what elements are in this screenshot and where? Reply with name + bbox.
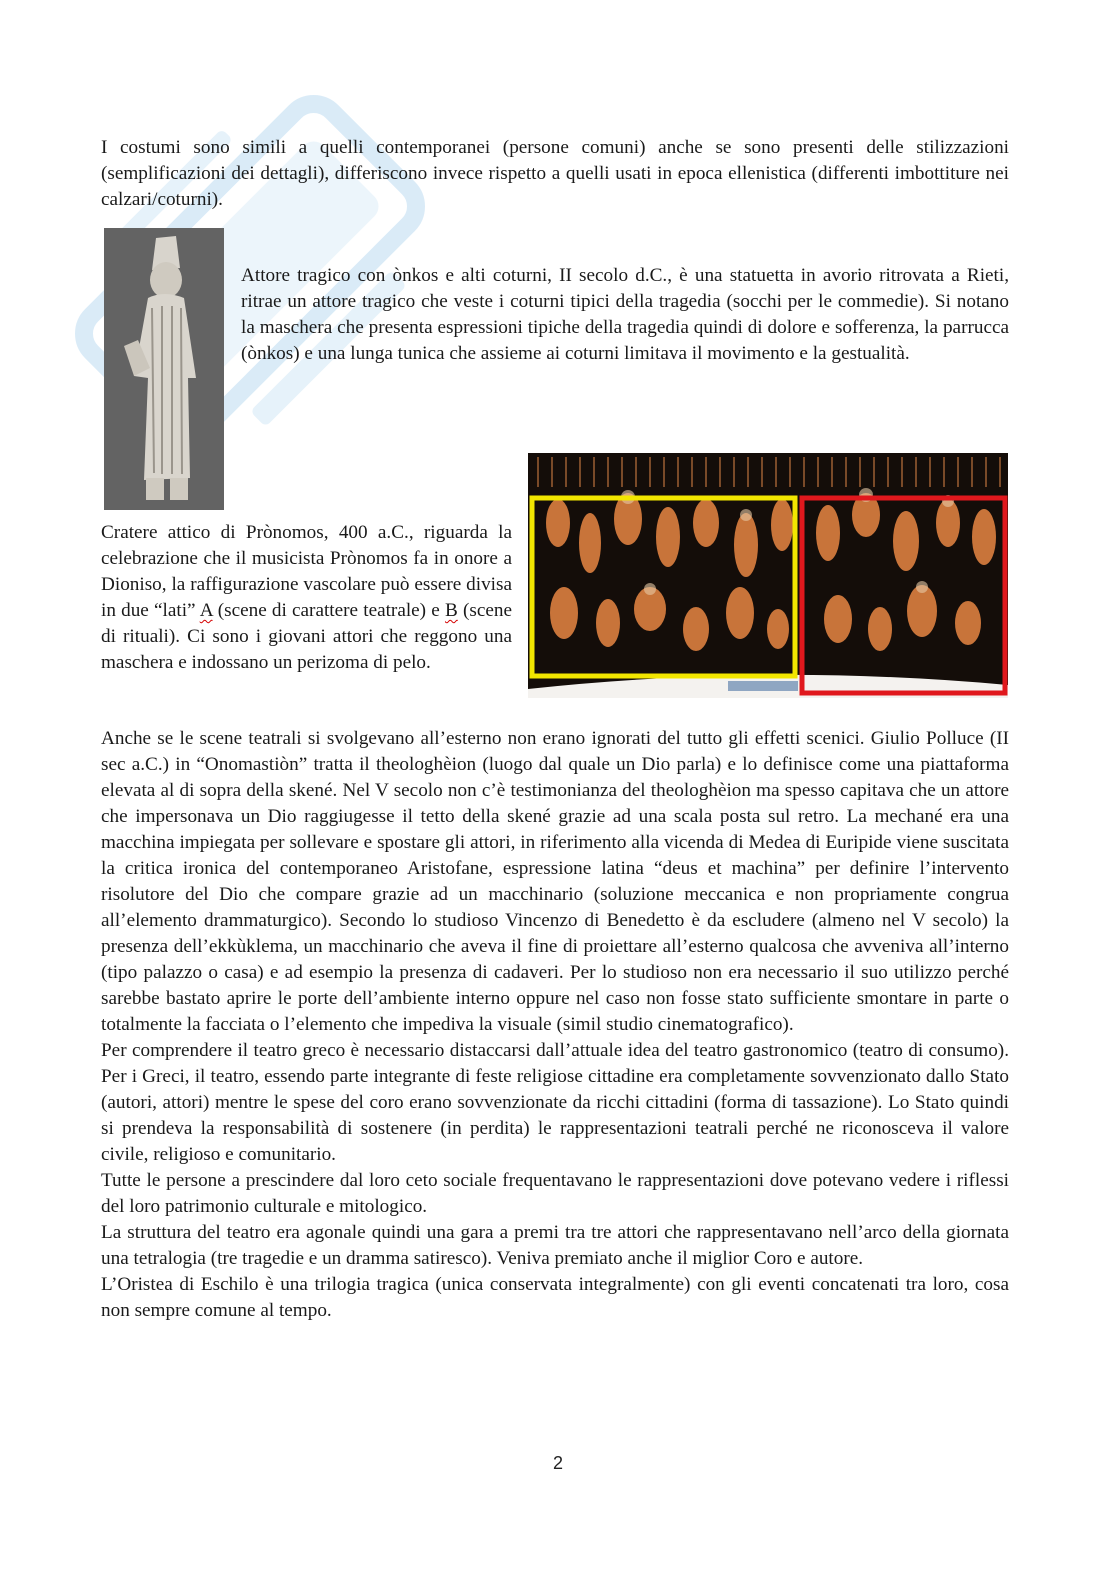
paragraph-oresteia: L’Oristea di Eschilo è una trilogia tragica (unica conservata integralmente) con gli eventi concatenati tra loro, cosa non sempre comune al tempo.	[101, 1274, 1009, 1321]
label-a: A	[199, 600, 213, 621]
paragraph-scenic-effects: Anche se le scene teatrali si svolgevano all’esterno non erano ignorati del tutto gli effetti scenici. Giulio Polluce (II sec a.C.) in “Onomastiòn” tratta il theologhèion (luogo dal quale un Dio parla) e lo definisce come una piattaforma elevata al di sopra della skené. Nel V secolo non c’è testimonianza del theologhèion ma spesso capitava che un attore che impersonava un Dio raggiugesse il tetto della skené grazie ad una scala posta sul retro. La mechané era una macchina impiegata per sollevare e spostare gli attori, in riferimento alla vicenda di Medea di Euripide viene suscitata la critica ironica del contemporaneo Aristofane, espressione latina “deus et machina” per definire l’intervento risolutore del Dio che compare grazie ad un macchinario (soluzione meccanica e non propriamente congrua all’elemento drammaturgico). Secondo lo studioso Vincenzo di Benedetto è da escludere (almeno nel V secolo) la presenza dell’ekkùklema, un macchinario che aveva il fine di proiettare all’esterno qualcosa che avveniva all’interno (tipo palazzo o casa) e ad esempio la presenza di cadaveri. Per lo studioso non era necessario il suo utilizzo perché sarebbe bastato aprire le porte dell’ambiente interno oppure nel caso non fosse stato sufficiente smontare in parte o totalmente la facciata o l’elemento che impediva la visuale (simil studio cinematografico).	[101, 728, 1009, 1035]
cratere-text-1: Cratere attico di Prònomos, 400 a.C., riguarda la celebrazione che il musicista Prònomos fa in onore a Dioniso, la raffigurazione vascolare può essere divisa in due “lati”	[101, 522, 512, 621]
label-b: B	[444, 600, 458, 621]
paragraph-cratere	[101, 520, 512, 676]
vase-image	[528, 453, 1008, 698]
paragraph-intro: I costumi sono simili a quelli contemporanei (persone comuni) anche se sono presenti delle stilizzazioni (semplificazioni dei dettagli), differiscono invece rispetto a quelli usati in epoca ellenistica (differenti imbottiture nei calzari/coturni).	[101, 137, 1009, 210]
statuette-image	[104, 228, 224, 510]
paragraph-state-funding: Per comprendere il teatro greco è necessario distaccarsi dall’attuale idea del teatro gastronomico (teatro di consumo). Per i Greci, il teatro, essendo parte integrante di feste religiose cittadine era completamente sovvenzionato dallo Stato (autori, attori) mentre le spese del coro erano sovvenzionate da ricchi cittadini (forma di tassazione). Lo Stato quindi si prendeva la responsabilità di sostenere (in perdita) le rappresentazioni teatrali perché ne riconosceva il valore civile, religioso e comunitario.	[101, 1040, 1009, 1165]
paragraph-contest: La struttura del teatro era agonale quindi una gara a premi tra tre attori che rappresentavano nell’arco della giornata una tetralogia (tre tragedie e un dramma satiresco). Veniva premiato anche il miglior Coro e autore.	[101, 1222, 1009, 1269]
page-number: 2	[552, 1453, 563, 1473]
body-text	[101, 726, 1009, 1324]
cratere-text-2: (scene di carattere teatrale) e	[212, 600, 445, 621]
cratere-text-3: (scene di rituali). Ci sono i giovani attori che reggono una maschera e indossano un perizoma di pelo.	[101, 600, 512, 673]
paragraph-audience: Tutte le persone a prescindere dal loro ceto sociale frequentavano le rappresentazioni dove potevano vedere i riflessi del loro patrimonio culturale e mitologico.	[101, 1170, 1009, 1217]
paragraph-statuette-caption: Attore tragico con ònkos e alti coturni, II secolo d.C., è una statuetta in avorio ritrovata a Rieti, ritrae un attore tragico che veste i coturni tipici della tragedia (socchi per le commedie). Si notano la maschera che presenta espressioni tipiche della tragedia quindi di dolore e sofferenza, la parrucca (ònkos) e una lunga tunica che assieme ai coturni limitava il movimento e la gestualità.	[241, 265, 1009, 364]
